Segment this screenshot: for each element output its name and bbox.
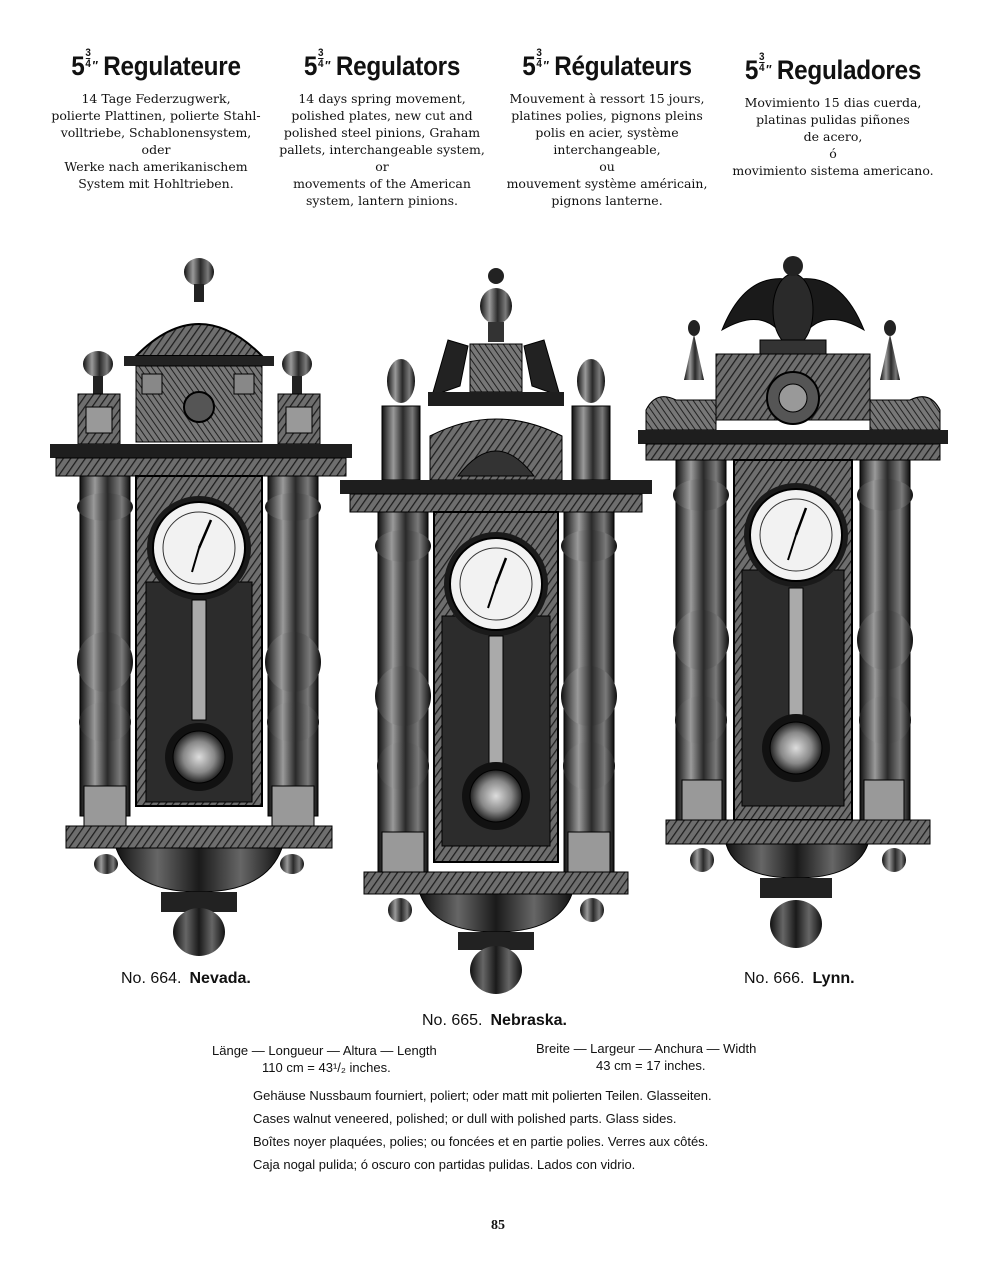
note-english: Cases walnut veneered, polished; or dull with polished parts. Glass sides. [253,1111,677,1126]
caption-lynn: No. 666. Lynn. [744,970,855,987]
page-number: 85 [491,1218,505,1233]
description-spanish: Movimiento 15 dias cuerda, platinas pulidas piñones de acero, ó movimiento sistema americano. [732,95,934,178]
case-notes [253,1084,712,1176]
clock-lynn-illustration [636,250,950,952]
column-french [496,48,718,209]
heading-german: 5 $\frac{3}{4}$ ″ Regulateure [71,47,241,81]
width-dimension: Breite — Largeur — Anchura — Width 43 cm = 17 inches. [536,1041,757,1073]
caption-nevada: No. 664. Nevada. [121,970,251,987]
clock-nebraska-illustration [338,266,654,1000]
heading-spanish: 5 $\frac{3}{4}$ ″ Reguladores [744,51,922,85]
heading-english: 5 $\frac{3}{4}$ ″ Regulators [303,47,461,81]
description-english: 14 days spring movement, polished plates, new cut and polished steel pinions, Graham pallets, interchangeable system, or movements of the American system, lantern pinions. [279,91,485,208]
clock-nevada-illustration [46,252,356,964]
note-german: Gehäuse Nussbaum fourniert, poliert; oder matt mit polierten Teilen. Glasseiten. [253,1088,712,1103]
note-spanish: Caja nogal pulida; ó oscuro con partidas pulidas. Lados con vidrio. [253,1157,636,1172]
note-french: Boîtes noyer plaquées, polies; ou foncées et en partie polies. Verres aux côtés. [253,1134,709,1149]
column-english [272,48,492,209]
column-spanish [726,52,940,179]
column-german [40,48,272,192]
heading-french: 5 $\frac{3}{4}$ ″ Régulateurs [522,47,692,81]
caption-nebraska: No. 665. Nebraska. [422,1012,567,1029]
length-dimension: Länge — Longueur — Altura — Length 110 cm = 43¹/₂ inches. [212,1043,437,1075]
description-french: Mouvement à ressort 15 jours, platines polies, pignons pleins polis en acier, système interchangeable, ou mouvement système américain, pignons lanterne. [506,91,708,208]
description-german: 14 Tage Federzugwerk, polierte Plattinen, polierte Stahl- volltriebe, Schablonensystem, oder Werke nach amerikanischem System mit Hohltrieben. [51,91,261,191]
